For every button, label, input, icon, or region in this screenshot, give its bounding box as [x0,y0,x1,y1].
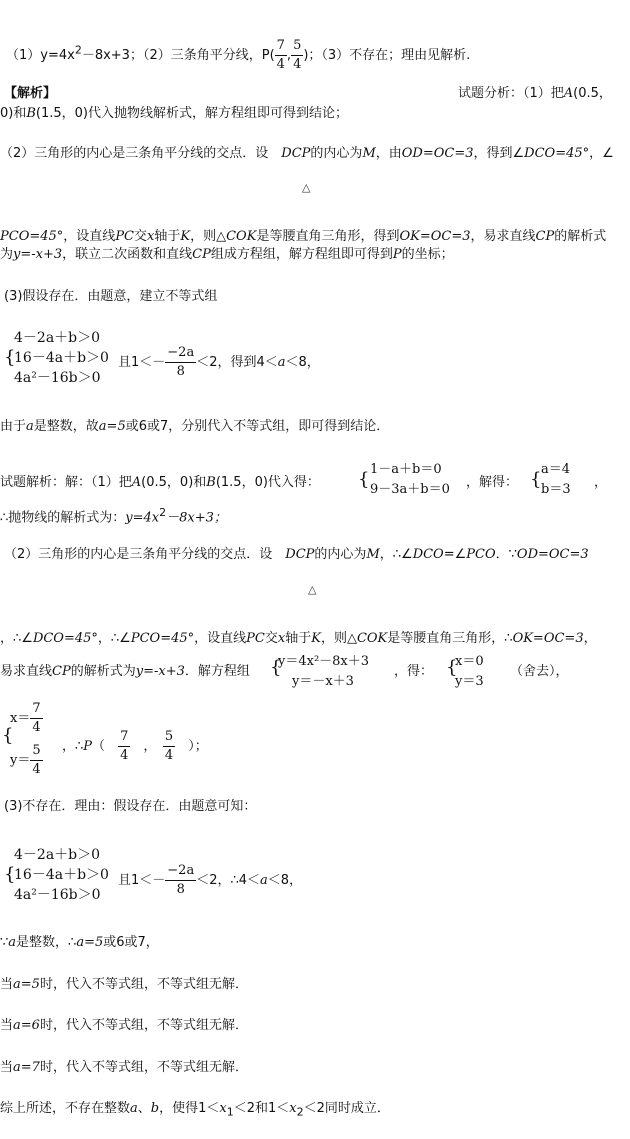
brace-7: { [4,864,16,885]
solution-x: x＝ $\frac{7}{4}$ [10,701,41,735]
analysis-line-2: 0)和B(1.5，0)代入抛物线解析式，解方程组即可得到结论； [0,106,348,121]
triangle-symbol-2: △ [308,583,317,596]
equation-system-1: 1－a＋b＝0 9－3a＋b＝0 [370,462,450,497]
inequality-condition-2: 且1＜－ $\frac{-2a}{8}$ ＜2，∴4＜a＜8， [118,863,303,897]
solve-label: ，解得： [466,475,519,490]
solution-line-7: (3)不存在．理由：假设存在．由题意可知： [4,799,257,814]
analysis-line-4: PCO=45°，设直线PC交x轴于K，则△COK是等腰直角三角形，得到OK=OC=3，易求直线CP的解析式 [0,229,607,244]
answer-line: $(1)y=4x^2-8x+3$；（2）三条角平分线，P( $\frac{7}{4}$ , $\frac{5}{4}$ )；（3）不存在；理由见解析. [6,38,471,72]
inequality-condition-1: 且1＜－ $\frac{-2a}{8}$ ＜2，得到4＜a＜8， [118,345,320,379]
solution-line-4: ，∴∠DCO=45°，∴∠PCO=45°，设直线PC交x轴于K，则△COK是等腰直角三角形，∴OK=OC=3， [0,631,597,646]
solution-values: a＝4 b＝3 [541,462,571,497]
fraction-x: $\frac{7}{4}$ [276,38,285,72]
fraction-y: $\frac{5}{4}$ [293,38,302,72]
solution-line-5: 易求直线CP的解析式为y=-x+3．解方程组 [0,664,250,679]
analysis-line-7: 由于a是整数，故a=5或6或7，分别代入不等式组，即可得到结论． [0,419,390,434]
brace-6: { [2,725,14,746]
solution-y: y＝ $\frac{5}{4}$ [10,743,41,777]
solution-line-3: （2）三角形的内心是三条角平分线的交点．设 DCP的内心为M，∴∠DCO=∠PCO．∵OD=OC=3 [4,547,589,562]
case-a5: 当a=5时，代入不等式组，不等式组无解． [0,977,248,992]
analysis-line-3: （2）三角形的内心是三条角平分线的交点．设 DCP的内心为M，由OD=OC=3，得到∠DCO=45°，∠ [0,146,614,161]
brace-1: { [4,347,16,368]
equation-system-2: y＝4x²－8x＋3 y＝－x＋3 [278,654,370,689]
solution-line-8: ∵a是整数，∴a=5或6或7， [0,935,159,950]
section-title: 【解析】 [4,86,57,101]
brace-2: { [358,469,370,490]
triangle-symbol: △ [302,181,311,194]
brace-4: { [270,657,282,678]
analysis-line-6: (3)假设存在．由题意，建立不等式组 [4,289,218,304]
analysis-head: 试题分析：（1）把A(0.5， [458,86,612,101]
conclusion: 综上所述，不存在整数a、b，使得$1<x_1<2$和$1<x_2<2$同时成立． [0,1101,390,1119]
point-p: ，∴P（ $\frac{7}{4}$ ， $\frac{5}{4}$ ）； [62,729,208,763]
analysis-line-5: 为y=-x+3，联立二次函数和直线CP组成方程组，解方程组即可得到P的坐标； [0,247,454,262]
inequality-system-1: 4－2a＋b＞0 16－4a＋b＞0 4a²－16b＞0 [14,330,109,386]
solution-line-1: 试题解析：解：（1）把A(0.5，0)和B(1.5，0)代入得： [0,475,320,490]
brace-3: { [530,469,542,490]
solution-line-2: ∴抛物线的解析式为：$y=4x^2-8x+3$； [0,506,227,526]
inequality-system-2: 4－2a＋b＞0 16－4a＋b＞0 4a²－16b＞0 [14,847,109,903]
case-a7: 当a=7时，代入不等式组，不等式组无解． [0,1060,248,1075]
case-a6: 当a=6时，代入不等式组，不等式组无解． [0,1018,248,1033]
rejected-solution: x＝0 y＝3 [455,654,484,689]
brace-5: { [446,657,458,678]
